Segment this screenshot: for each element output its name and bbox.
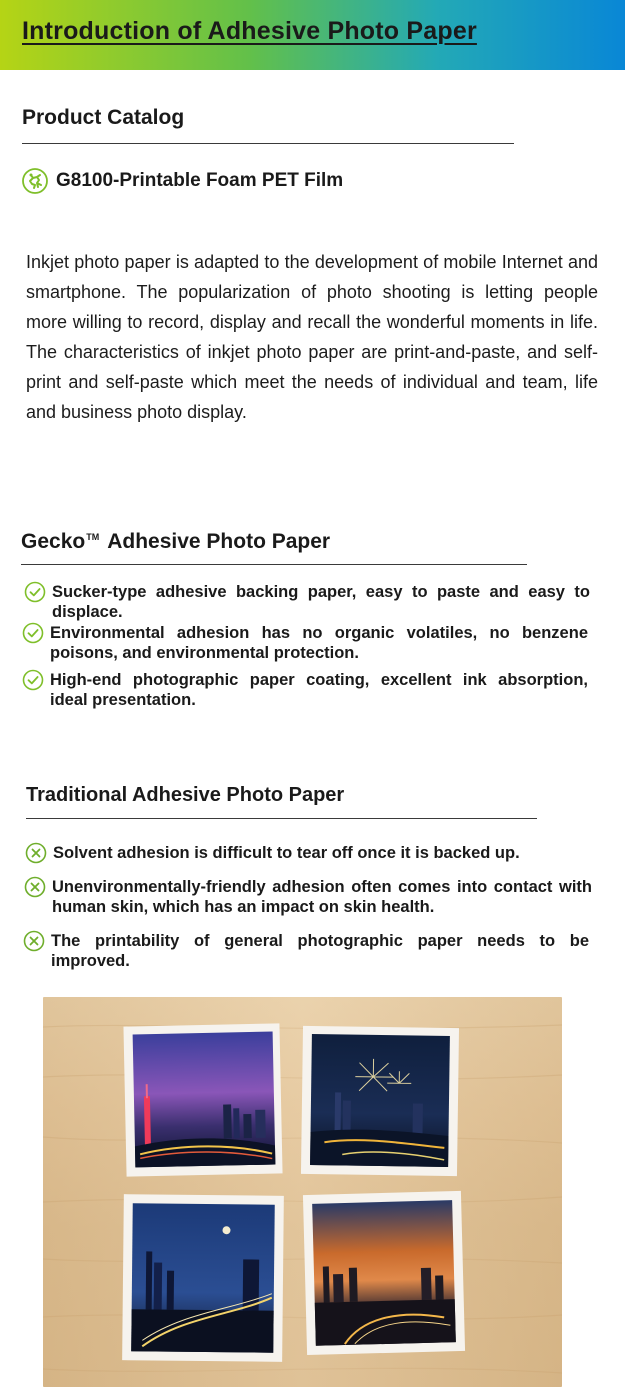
drawback-item [23, 931, 589, 971]
x-circle-icon [25, 842, 47, 864]
feature-text: Sucker-type adhesive backing paper, easy to paste and easy to displace. [52, 583, 590, 621]
product-name: G8100-Printable Foam PET Film [56, 170, 344, 191]
trademark-mark: TM [86, 532, 100, 542]
gecko-brand: Gecko [21, 530, 86, 553]
check-circle-icon [22, 622, 44, 644]
gecko-divider [21, 564, 527, 565]
check-circle-icon [24, 581, 46, 603]
x-circle-icon [23, 930, 45, 952]
gecko-icon [22, 168, 48, 194]
gecko-title-rest: Adhesive Photo Paper [107, 530, 331, 553]
drawback-text: Solvent adhesion is difficult to tear off once it is backed up. [53, 844, 520, 862]
feature-item [24, 582, 590, 622]
feature-item [22, 670, 588, 710]
feature-text: Environmental adhesion has no organic volatiles, no benzene poisons, and environmental protection. [50, 624, 588, 662]
drawback-text: Unenvironmentally-friendly adhesion often comes into contact with human skin, which has an impact on skin health. [52, 878, 592, 916]
feature-text: High-end photographic paper coating, excellent ink absorption, ideal presentation. [50, 671, 588, 709]
traditional-divider [26, 818, 537, 819]
feature-item [22, 623, 588, 663]
product-item [22, 168, 343, 194]
traditional-title: Traditional Adhesive Photo Paper [26, 784, 345, 806]
x-circle-icon [24, 876, 46, 898]
header-banner [0, 0, 625, 70]
photo-prints-svg [43, 997, 562, 1387]
drawback-text: The printability of general photographic paper needs to be improved. [51, 932, 589, 970]
catalog-title: Product Catalog [22, 106, 185, 129]
gecko-title [21, 530, 330, 554]
banner-title: Introduction of Adhesive Photo Paper [22, 17, 477, 45]
check-circle-icon [22, 669, 44, 691]
intro-paragraph: Inkjet photo paper is adapted to the development of mobile Internet and smartphone. The popularization of photo shooting is letting people more willing to record, display and recall the wonderful moments in life. The characteristics of inkjet photo paper are print-and-paste, and self-print and self-paste which meet the needs of individual and team, life and business photo display. [26, 252, 598, 422]
catalog-divider [22, 143, 514, 144]
drawback-item [25, 843, 595, 864]
drawback-item [24, 877, 592, 917]
product-photo [43, 997, 562, 1387]
